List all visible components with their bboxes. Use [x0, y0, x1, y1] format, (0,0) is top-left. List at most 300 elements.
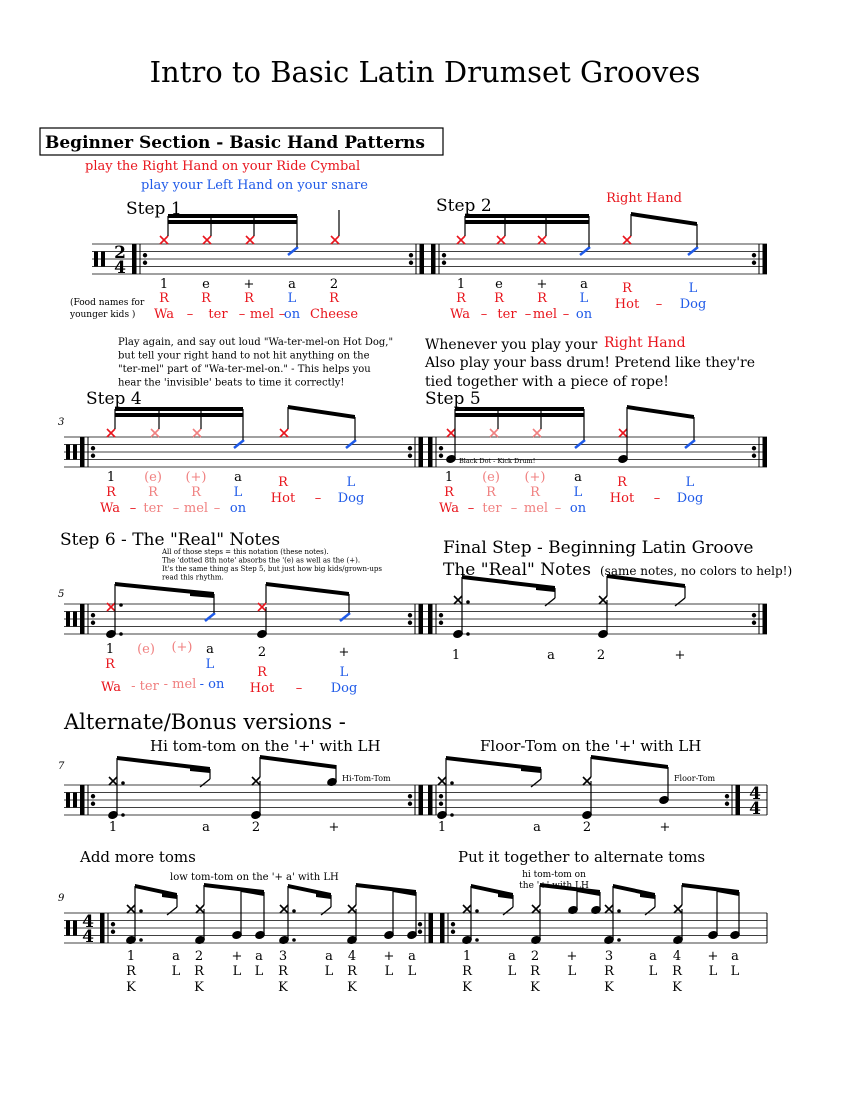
sticking-label: R	[494, 291, 504, 306]
sticking-label: R	[672, 964, 682, 979]
count-label: 4	[347, 949, 357, 964]
time-signature-bottom: 4	[114, 258, 126, 278]
sticking-label: R	[126, 964, 136, 979]
count-label: e	[495, 277, 503, 292]
sticking-label: R	[617, 475, 627, 490]
step-5-note: tied together with a piece of rope!	[425, 374, 669, 390]
syllable: ter	[497, 307, 517, 322]
sticking-label: R	[278, 964, 288, 979]
count-label: a	[649, 949, 657, 964]
step-5-note: Whenever you play your	[425, 337, 598, 353]
percussion-clef	[73, 921, 77, 936]
beam	[627, 405, 694, 419]
sticking-label: K	[194, 980, 204, 995]
sticking-label: L	[579, 291, 589, 306]
time-signature-bottom: 4	[749, 799, 761, 819]
percussion-clef	[66, 793, 70, 808]
floor-tom-label: Floor-Tom	[674, 774, 716, 783]
step-6-note: The 'dotted 8th note' absorbs the '(e) as well as the (+).	[162, 556, 361, 565]
count-label: 2	[194, 949, 204, 964]
syllable: Dog	[330, 681, 358, 696]
beam	[465, 220, 589, 224]
repeat-end-barline	[419, 604, 424, 634]
augmentation-dot	[466, 632, 470, 636]
count-label: a	[508, 949, 516, 964]
count-label: 1	[126, 949, 136, 964]
repeat-dot	[725, 802, 729, 806]
percussion-clef	[73, 793, 77, 808]
add-toms-heading: Add more toms	[80, 848, 196, 866]
repeat-dot	[439, 446, 443, 450]
count-label: (+)	[171, 640, 193, 655]
repeat-dot	[91, 802, 95, 806]
step-1-title: Step 1	[126, 199, 182, 219]
beam	[288, 405, 355, 419]
sticking-label: R	[537, 291, 547, 306]
syllable: - on	[199, 677, 225, 692]
repeat-dot	[418, 930, 422, 934]
repeat-dot	[442, 261, 446, 265]
repeat-dot	[439, 621, 443, 625]
step-6-note: All of those steps = this notation (these notes).	[162, 548, 329, 556]
repeat-dot	[408, 454, 412, 458]
right-hand-annotation: Right Hand	[606, 191, 682, 206]
repeat-start-barline	[428, 604, 433, 634]
repeat-end-barline	[736, 785, 741, 815]
syllable: on	[283, 307, 301, 322]
count-label: a	[580, 277, 588, 292]
beam	[266, 582, 349, 596]
syllable: mel	[523, 501, 549, 516]
snare-slash-notehead	[234, 440, 244, 448]
count-label: 1	[456, 277, 466, 292]
hi-tom-label: Hi-Tom-Tom	[342, 774, 391, 783]
repeat-end-barline	[763, 437, 768, 467]
percussion-clef	[73, 445, 77, 460]
sticking-label: L	[730, 964, 740, 979]
sticking-label: L	[685, 475, 695, 490]
sticking-label: R	[105, 657, 115, 672]
count-label: 3	[278, 949, 288, 964]
syllable: Dog	[337, 491, 365, 506]
count-label: a	[731, 949, 739, 964]
syllable: Hot	[609, 491, 635, 506]
syllable-dash: –	[510, 501, 518, 516]
sticking-label: L	[287, 291, 297, 306]
syllable: Wa	[450, 307, 470, 322]
time-signature-top: 2	[114, 243, 126, 263]
sticking-label: L	[507, 964, 517, 979]
repeat-dot	[409, 261, 413, 265]
repeat-dot	[439, 794, 443, 798]
floor-tom-heading: Floor-Tom on the '+' with LH	[480, 737, 702, 755]
sticking-label: R	[622, 281, 632, 296]
count-label: 3	[604, 949, 614, 964]
repeat-start-barline	[80, 785, 85, 815]
syllable: on	[229, 501, 247, 516]
syllable-dash: –	[186, 307, 194, 322]
syllable: Wa	[100, 501, 120, 516]
syllable: Wa	[154, 307, 174, 322]
step-4-note: "ter-mel" part of "Wa-ter-mel-on." - This helps you	[118, 364, 371, 375]
sticking-label: K	[126, 980, 136, 995]
sticking-label: K	[672, 980, 682, 995]
count-label: 2	[251, 820, 261, 835]
hi-tom-heading: Hi tom-tom on the '+' with LH	[150, 737, 381, 755]
food-note: (Food names for	[70, 298, 145, 308]
sticking-label: L	[708, 964, 718, 979]
kick-drum-label: Black Dot - Kick Drum!	[459, 457, 536, 465]
sticking-label: L	[573, 485, 583, 500]
snare-slash-notehead	[688, 247, 698, 255]
sticking-label: R	[278, 475, 288, 490]
repeat-dot	[143, 253, 147, 257]
left-hand-instruction: play your Left Hand on your snare	[141, 178, 368, 193]
repeat-dot	[91, 621, 95, 625]
cymbal-x-notehead	[531, 779, 541, 787]
step-5-note: Also play your bass drum! Pretend like they're	[425, 355, 756, 371]
sticking-label: R	[530, 964, 540, 979]
augmentation-dot	[450, 813, 454, 817]
augmentation-dot	[450, 781, 454, 785]
sticking-label: R	[191, 485, 201, 500]
repeat-dot	[408, 446, 412, 450]
syllable: Hot	[614, 297, 640, 312]
syllable-dash: –	[213, 501, 221, 516]
syllable: on	[575, 307, 593, 322]
hi-tom-on-note: hi tom-tom on	[522, 870, 586, 880]
repeat-dot	[752, 621, 756, 625]
sticking-label: L	[171, 964, 181, 979]
count-label: +	[231, 949, 243, 964]
repeat-dot	[418, 922, 422, 926]
step-4-note: hear the 'invisible' beats to time it correctly!	[118, 377, 345, 389]
sticking-label: K	[278, 980, 288, 995]
hi-tom-on-note: the '+' with LH	[519, 881, 589, 891]
syllable: Wa	[101, 680, 121, 695]
repeat-start-barline	[80, 604, 85, 634]
repeat-dot	[91, 446, 95, 450]
count-label: 2	[329, 277, 339, 292]
syllable: ter	[143, 501, 163, 516]
syllable-dash: –	[655, 297, 663, 312]
snare-slash-notehead	[685, 440, 695, 448]
snare-slash-notehead	[205, 613, 215, 621]
sticking-label: L	[205, 657, 215, 672]
repeat-dot	[725, 794, 729, 798]
syllable: mel	[532, 307, 558, 322]
sticking-label: L	[254, 964, 264, 979]
augmentation-dot	[475, 938, 479, 942]
sticking-label: K	[347, 980, 357, 995]
syllable: Hot	[270, 491, 296, 506]
sticking-label: K	[604, 980, 614, 995]
sticking-label: L	[567, 964, 577, 979]
syllable-dash: –	[467, 501, 475, 516]
count-label: a	[408, 949, 416, 964]
time-signature-top: 4	[82, 912, 94, 932]
repeat-dot	[752, 253, 756, 257]
repeat-dot	[451, 922, 455, 926]
count-label: a	[547, 648, 555, 663]
beam	[260, 755, 336, 769]
beam	[168, 220, 297, 224]
syllable-dash: –	[314, 491, 322, 506]
cymbal-x-notehead	[167, 907, 177, 915]
cymbal-x-notehead	[645, 907, 655, 915]
syllable-dash: –	[129, 501, 137, 516]
syllable: ter	[208, 307, 228, 322]
count-label: a	[533, 820, 541, 835]
syllable-dash: –	[172, 501, 180, 516]
final-step-title: The "Real" Notes	[443, 560, 591, 580]
sticking-label: R	[329, 291, 339, 306]
repeat-end-barline	[420, 244, 425, 274]
count-label: a	[574, 470, 582, 485]
sticking-label: R	[462, 964, 472, 979]
count-label: 1	[451, 648, 461, 663]
sticking-label: R	[201, 291, 211, 306]
repeat-dot	[409, 253, 413, 257]
count-label: a	[172, 949, 180, 964]
count-label: (+)	[524, 470, 546, 485]
count-label: 1	[159, 277, 169, 292]
count-label: 2	[596, 648, 606, 663]
count-label: (e)	[482, 470, 500, 485]
percussion-clef	[101, 252, 105, 267]
repeat-start-barline	[80, 437, 85, 467]
syllable-dash: –	[524, 307, 532, 322]
syllable: Cheese	[309, 307, 359, 322]
count-label: +	[328, 820, 340, 835]
percussion-clef	[73, 612, 77, 627]
augmentation-dot	[121, 781, 125, 785]
sticking-label: R	[456, 291, 466, 306]
syllable: Hot	[249, 681, 275, 696]
repeat-end-barline	[419, 785, 424, 815]
count-label: +	[707, 949, 719, 964]
percussion-clef	[94, 252, 98, 267]
count-label: 1	[105, 642, 115, 657]
step-2-title: Step 2	[436, 196, 492, 216]
page-title: Intro to Basic Latin Drumset Grooves	[149, 55, 701, 89]
measure-number: 7	[58, 761, 65, 772]
beam	[631, 212, 697, 226]
repeat-dot	[91, 454, 95, 458]
repeat-start-barline	[132, 244, 137, 274]
syllable: Dog	[676, 491, 704, 506]
syllable-dash: –	[562, 307, 570, 322]
beam	[168, 214, 297, 218]
repeat-dot	[408, 802, 412, 806]
measure-number: 9	[58, 893, 65, 904]
beam	[455, 413, 584, 417]
sticking-label: R	[486, 485, 496, 500]
augmentation-dot	[617, 909, 621, 913]
percussion-clef	[66, 612, 70, 627]
food-note: younger kids )	[70, 310, 136, 320]
syllable: ter	[482, 501, 502, 516]
count-label: a	[234, 470, 242, 485]
count-label: (e)	[144, 470, 162, 485]
sticking-label: L	[324, 964, 334, 979]
repeat-end-barline	[763, 604, 768, 634]
augmentation-dot	[119, 632, 123, 636]
count-label: +	[659, 820, 671, 835]
repeat-dot	[451, 930, 455, 934]
count-label: +	[674, 648, 686, 663]
sticking-label: R	[148, 485, 158, 500]
sticking-label: R	[444, 485, 454, 500]
repeat-dot	[752, 454, 756, 458]
count-label: +	[536, 277, 548, 292]
sticking-label: L	[232, 964, 242, 979]
repeat-dot	[442, 253, 446, 257]
time-signature-bottom: 4	[82, 927, 94, 947]
syllable-dash: –	[238, 307, 246, 322]
snare-slash-notehead	[346, 440, 356, 448]
cymbal-x-notehead	[545, 598, 555, 606]
augmentation-dot	[292, 938, 296, 942]
sticking-label: L	[648, 964, 658, 979]
count-label: a	[206, 642, 214, 657]
augmentation-dot	[119, 603, 123, 607]
syllable-dash: –	[278, 307, 286, 322]
count-label: 1	[108, 820, 118, 835]
sticking-label: R	[244, 291, 254, 306]
repeat-dot	[408, 794, 412, 798]
repeat-end-barline	[419, 437, 424, 467]
count-label: 2	[257, 645, 267, 660]
count-label: +	[243, 277, 255, 292]
count-label: +	[566, 949, 578, 964]
step-6-note: It's the same thing as Step 5, but just how big kids/grown-ups	[162, 565, 383, 573]
augmentation-dot	[617, 938, 621, 942]
repeat-end-barline	[763, 244, 768, 274]
augmentation-dot	[466, 600, 470, 604]
count-label: 1	[444, 470, 454, 485]
syllable-dash: –	[480, 307, 488, 322]
sticking-label: R	[347, 964, 357, 979]
final-step-title: Final Step - Beginning Latin Groove	[443, 538, 754, 558]
syllable: on	[569, 501, 587, 516]
snare-slash-notehead	[580, 247, 590, 255]
right-hand-instruction: play the Right Hand on your Ride Cymbal	[85, 159, 361, 174]
count-label: +	[338, 645, 350, 660]
sticking-label: L	[339, 665, 349, 680]
step-6-note: read this rhythm.	[162, 573, 224, 582]
count-label: 2	[530, 949, 540, 964]
percussion-clef	[66, 921, 70, 936]
count-label: a	[288, 277, 296, 292]
augmentation-dot	[121, 813, 125, 817]
sticking-label: L	[407, 964, 417, 979]
sticking-label: L	[233, 485, 243, 500]
count-label: a	[255, 949, 263, 964]
repeat-dot	[439, 613, 443, 617]
cymbal-x-notehead	[200, 779, 210, 787]
syllable-dash: –	[653, 491, 661, 506]
repeat-start-barline	[431, 244, 436, 274]
snare-slash-notehead	[288, 247, 298, 255]
cymbal-x-notehead	[503, 907, 513, 915]
sticking-label: R	[159, 291, 169, 306]
measure-number: 3	[58, 417, 65, 428]
sticking-label: L	[384, 964, 394, 979]
step-4-note: Play again, and say out loud "Wa-ter-mel-on Hot Dog,"	[118, 337, 394, 348]
step-5-title: Step 5	[425, 389, 481, 409]
count-label: a	[202, 820, 210, 835]
repeat-start-barline	[440, 913, 445, 943]
sticking-label: R	[257, 665, 267, 680]
alternate-toms-heading: Put it together to alternate toms	[458, 848, 706, 866]
step-6-title: Step 6 - The "Real" Notes	[60, 530, 281, 550]
repeat-dot	[111, 922, 115, 926]
beam	[115, 413, 243, 417]
count-label: (e)	[137, 642, 155, 657]
repeat-dot	[408, 613, 412, 617]
repeat-dot	[143, 261, 147, 265]
time-signature-top: 4	[749, 784, 761, 804]
syllable-dash: –	[554, 501, 562, 516]
repeat-dot	[752, 446, 756, 450]
cymbal-x-notehead	[321, 907, 331, 915]
sticking-label: R	[604, 964, 614, 979]
beam	[591, 755, 668, 769]
step-4-title: Step 4	[86, 389, 142, 409]
count-label: (+)	[185, 470, 207, 485]
repeat-start-barline	[428, 785, 433, 815]
count-label: 1	[106, 470, 116, 485]
syllable: Wa	[439, 501, 459, 516]
sticking-label: L	[688, 281, 698, 296]
syllable: - ter	[131, 679, 159, 694]
step-4-note: but tell your right hand to not hit anything on the	[118, 350, 370, 362]
repeat-dot	[752, 261, 756, 265]
syllable: mel	[183, 501, 209, 516]
count-label: 2	[582, 820, 592, 835]
sticking-label: R	[106, 485, 116, 500]
syllable-dash: –	[295, 681, 303, 696]
repeat-dot	[439, 454, 443, 458]
sticking-label: K	[530, 980, 540, 995]
sticking-label: K	[462, 980, 472, 995]
sticking-label: R	[530, 485, 540, 500]
count-label: e	[202, 277, 210, 292]
count-label: +	[383, 949, 395, 964]
repeat-dot	[752, 613, 756, 617]
repeat-dot	[91, 794, 95, 798]
percussion-clef	[66, 445, 70, 460]
repeat-start-barline	[100, 913, 105, 943]
repeat-dot	[408, 621, 412, 625]
augmentation-dot	[139, 909, 143, 913]
repeat-dot	[439, 802, 443, 806]
syllable: Dog	[679, 297, 707, 312]
count-label: 4	[672, 949, 682, 964]
augmentation-dot	[475, 909, 479, 913]
syllable: - mel	[163, 677, 197, 692]
syllable: mel	[249, 307, 275, 322]
step-5-note-highlight: Right Hand	[604, 335, 686, 351]
snare-slash-notehead	[340, 613, 350, 621]
repeat-dot	[111, 930, 115, 934]
section-header: Beginner Section - Basic Hand Patterns	[45, 133, 425, 153]
final-step-subtitle: (same notes, no colors to help!)	[600, 564, 793, 578]
augmentation-dot	[292, 909, 296, 913]
measure-number: 5	[58, 589, 65, 600]
sticking-label: R	[194, 964, 204, 979]
